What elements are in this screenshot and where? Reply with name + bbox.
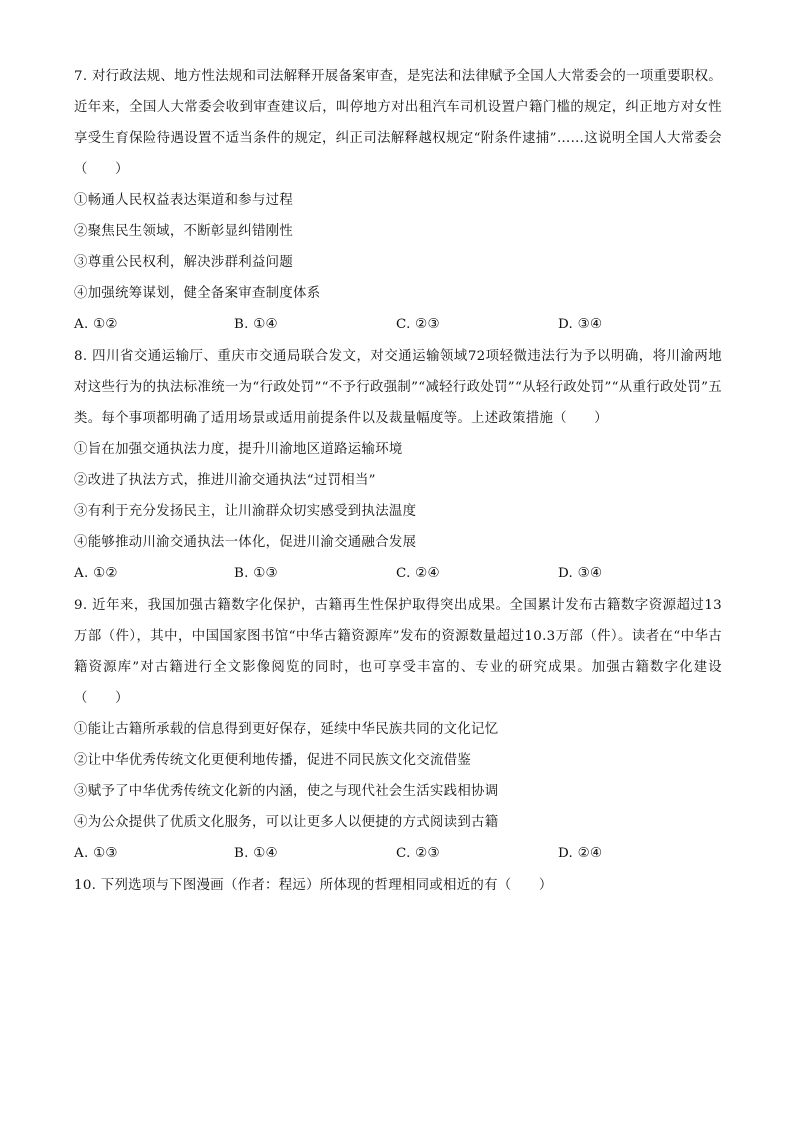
answer-choices: [74, 838, 722, 869]
answer-choices: [74, 309, 722, 340]
choice-b: B. ①④: [234, 846, 278, 861]
choice-c: C. ②④: [396, 566, 440, 581]
statement-option: ①旨在加强交通执法力度，提升川渝地区道路运输环境: [74, 442, 403, 457]
choice-b: B. ①③: [234, 566, 278, 581]
choice-c: C. ②③: [396, 846, 440, 861]
statement-option: ①畅通人民权益表达渠道和参与过程: [74, 193, 294, 208]
statement-option: ②聚焦民生领域，不断彰显纠错刚性: [74, 224, 294, 239]
choice-a: A. ①②: [74, 566, 118, 581]
statement-option: ④能够推动川渝交通执法一体化，促进川渝交通融合发展: [74, 535, 417, 550]
question-7: [74, 61, 722, 340]
choice-d: D. ③④: [558, 566, 603, 581]
question-stem: 9. 近年来，我国加强古籍数字化保护，古籍再生性保护取得突出成果。全国累计发布古籍数字资源超过13万部（件），其中，中国国家图书馆“中华古籍资源库”发布的资源数量超过10.3万部（件）。读者在“中华古籍资源库”对古籍进行全文影像阅览的同时，也可享受丰富的、专业的研究成果。加强古籍数字化建设（ ）: [74, 598, 722, 706]
choice-d: D. ③④: [558, 317, 603, 332]
statement-option: ④加强统筹谋划，健全备案审查制度体系: [74, 286, 321, 301]
statement-option: ②让中华优秀传统文化更便利地传播，促进不同民族文化交流借鉴: [74, 753, 472, 768]
statement-option: ①能让古籍所承载的信息得到更好保存，延续中华民族共同的文化记忆: [74, 722, 499, 737]
statement-option: ②改进了执法方式，推进川渝交通执法“过罚相当”: [74, 473, 376, 488]
question-stem: 7. 对行政法规、地方性法规和司法解释开展备案审查，是宪法和法律赋予全国人大常委会的一项重要职权。近年来，全国人大常委会收到审查建议后，叫停地方对出租汽车司机设置户籍门槛的规定，纠正地方对女性享受生育保险待遇设置不适当条件的规定，纠正司法解释越权规定“附条件逮捕”……这说明全国人大常委会（ ）: [74, 69, 722, 177]
choice-c: C. ②③: [396, 317, 440, 332]
answer-choices: [74, 558, 722, 589]
statement-option: ④为公众提供了优质文化服务，可以让更多人以便捷的方式阅读到古籍: [74, 815, 499, 830]
choice-a: A. ①②: [74, 317, 118, 332]
question-8: [74, 341, 722, 589]
question-9: [74, 590, 722, 869]
choice-b: B. ①④: [234, 317, 278, 332]
statement-option: ③有利于充分发扬民主，让川渝群众切实感受到执法温度: [74, 504, 417, 519]
question-10: [74, 870, 722, 901]
question-stem: 10. 下列选项与下图漫画（作者：程远）所体现的哲理相同或相近的有（ ）: [74, 878, 553, 893]
choice-d: D. ②④: [558, 846, 603, 861]
statement-option: ③尊重公民权利，解决涉群利益问题: [74, 255, 294, 270]
question-stem: 8. 四川省交通运输厅、重庆市交通局联合发文，对交通运输领域72项轻微违法行为予以明确，将川渝两地对这些行为的执法标准统一为“行政处罚”“不予行政强制”“减轻行政处罚”“从轻行政处罚”“从重行政处罚”五类。每个事项都明确了适用场景或适用前提条件以及裁量幅度等。上述政策措施（ ）: [74, 349, 722, 426]
choice-a: A. ①③: [74, 846, 118, 861]
statement-option: ③赋予了中华优秀传统文化新的内涵，使之与现代社会生活实践相协调: [74, 784, 499, 799]
